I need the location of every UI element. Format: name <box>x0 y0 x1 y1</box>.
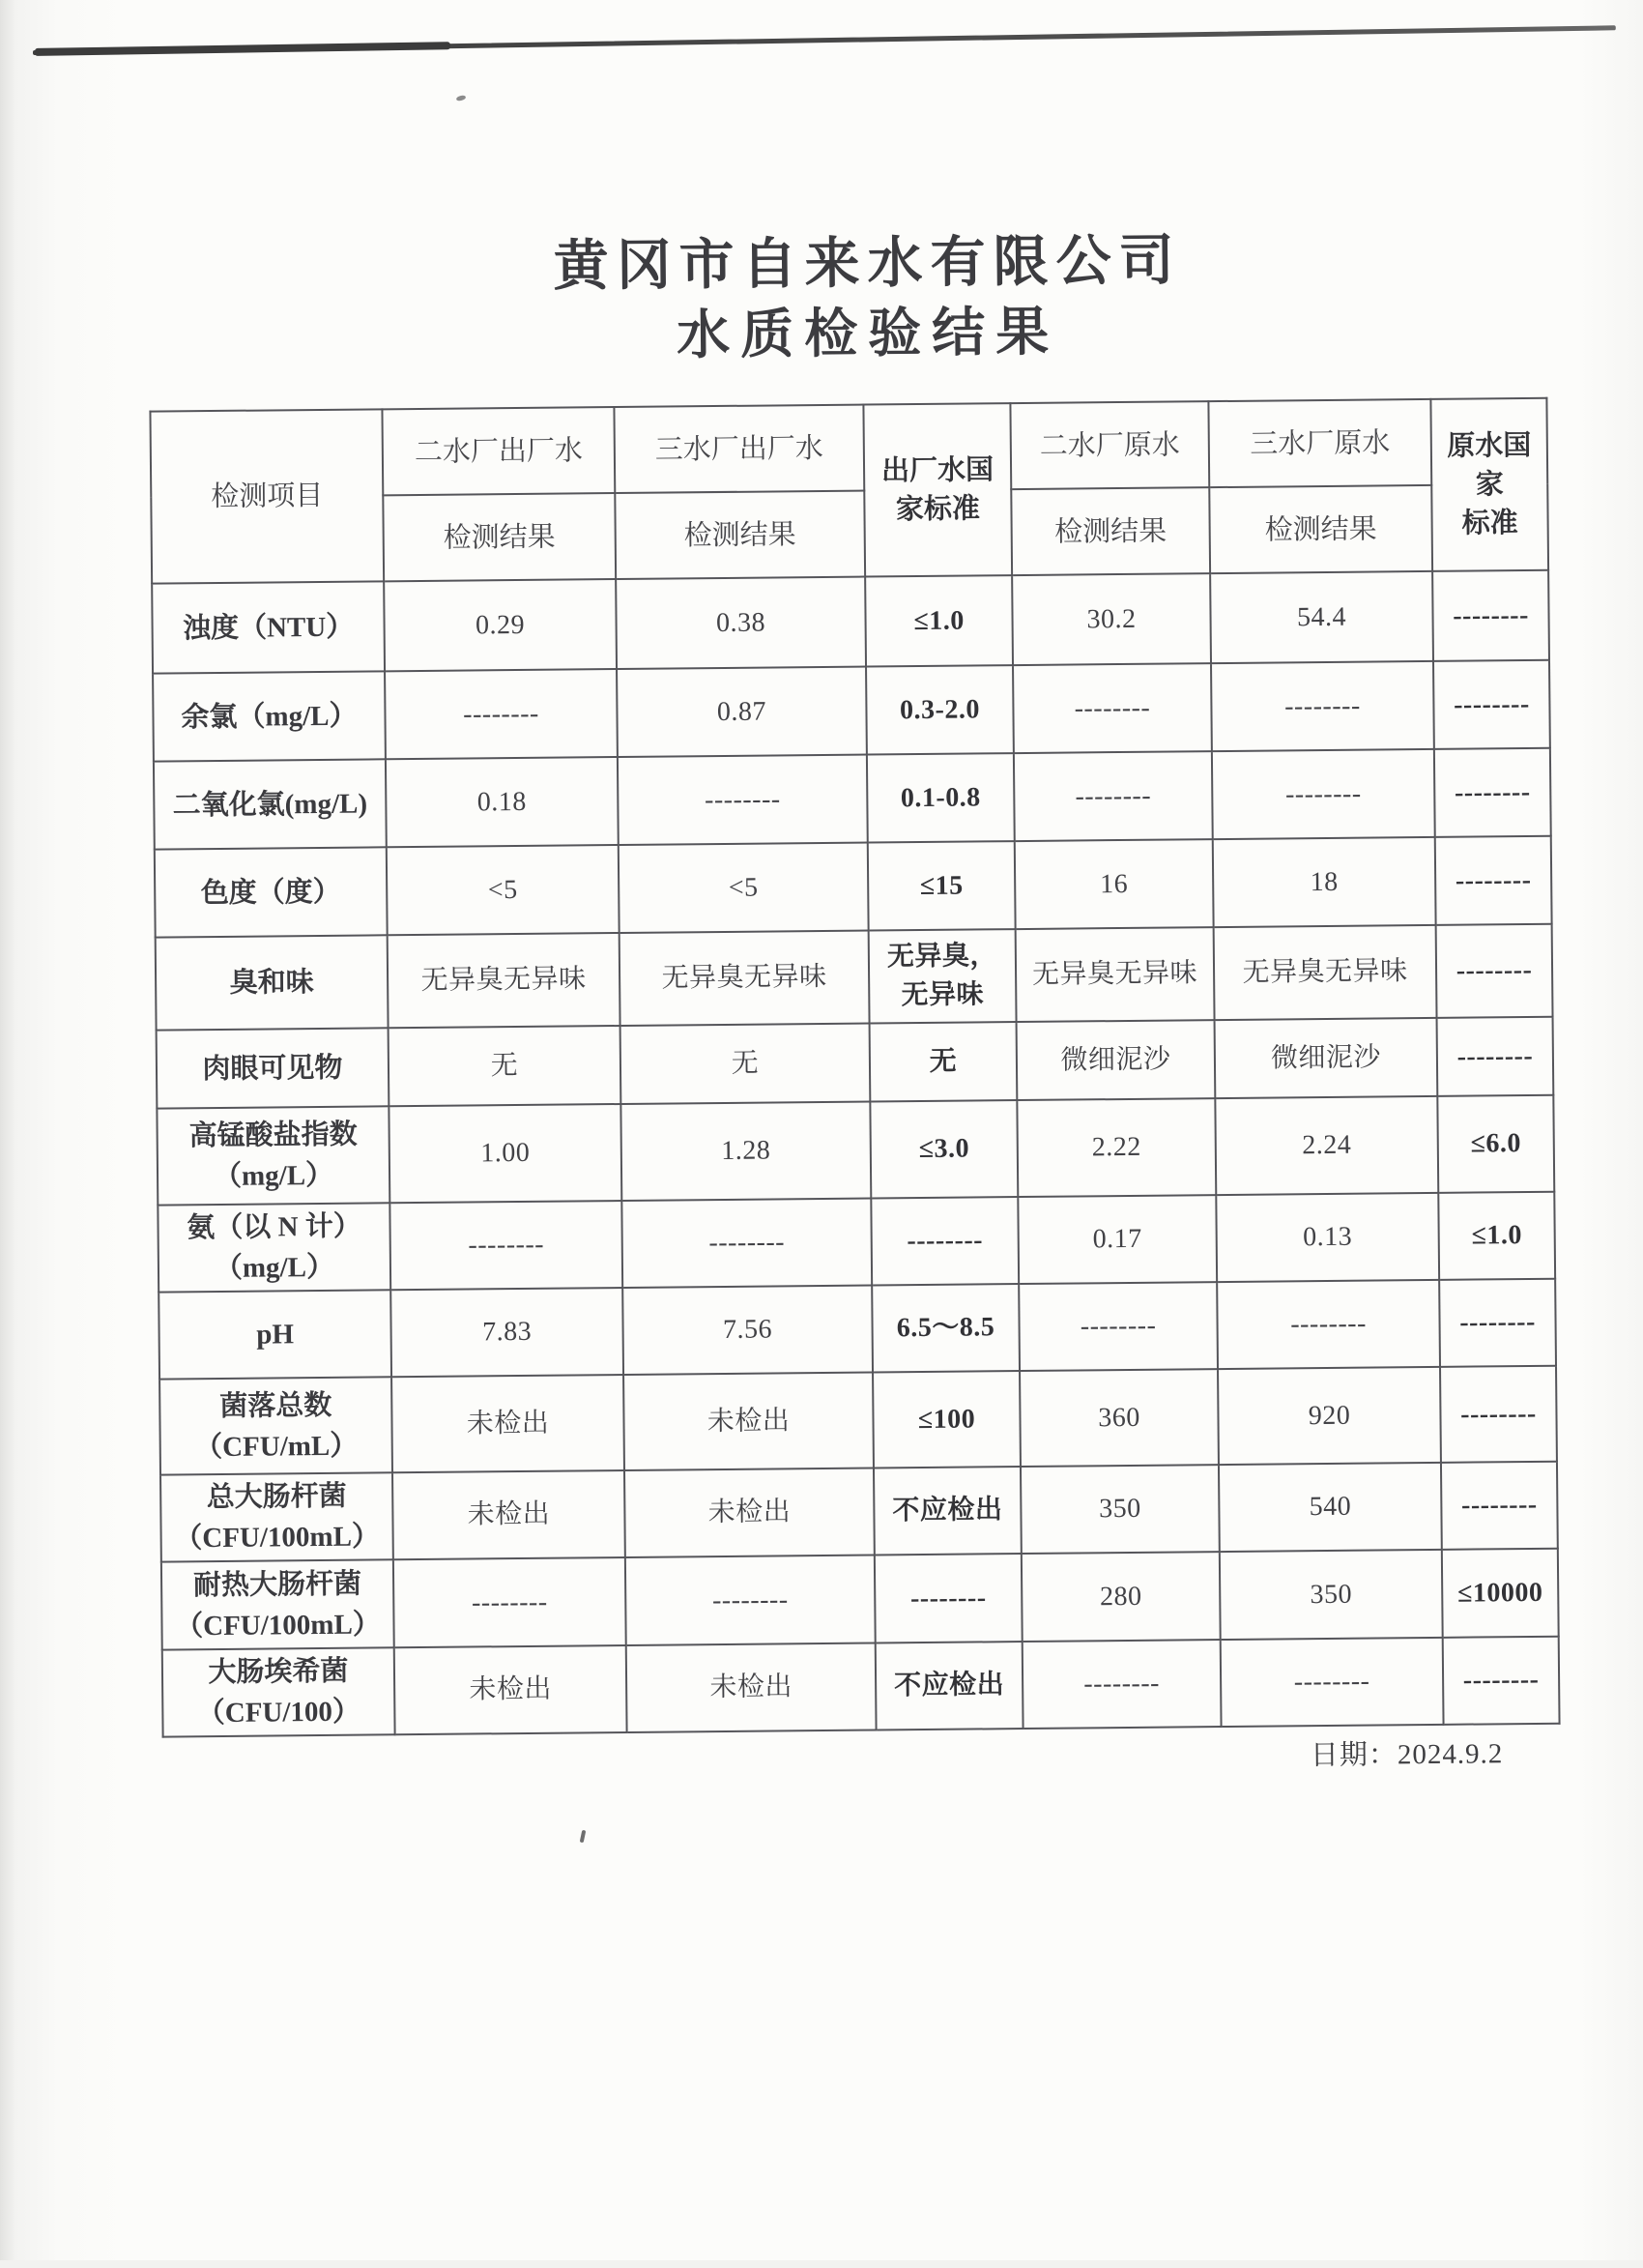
table-cell: -------- <box>1014 751 1213 841</box>
row-label: 高锰酸盐指数 （mg/L） <box>157 1106 389 1205</box>
col-header-plant3-finished: 三水厂出厂水 <box>614 405 864 493</box>
table-cell: 540 <box>1219 1463 1442 1552</box>
table-cell: 280 <box>1022 1552 1221 1642</box>
table-cell: 未检出 <box>394 1645 627 1734</box>
row-label: 色度（度） <box>155 847 388 937</box>
row-label: 菌落总数 （CFU/mL） <box>159 1377 392 1474</box>
table-row <box>152 570 1549 674</box>
table-cell: 16 <box>1015 839 1214 929</box>
table-cell: 30.2 <box>1012 573 1211 665</box>
table-cell: 350 <box>1220 1550 1443 1640</box>
table-cell: -------- <box>625 1556 876 1645</box>
table-cell: 1.28 <box>620 1102 871 1201</box>
table-cell: ≤1.0 <box>1438 1192 1555 1280</box>
table-row <box>157 1017 1554 1109</box>
table-cell: ≤1.0 <box>865 575 1013 666</box>
table-cell: ≤100 <box>873 1371 1021 1468</box>
document-title <box>169 221 1567 374</box>
table-cell: 不应检出 <box>874 1467 1022 1555</box>
table-cell: 18 <box>1213 837 1436 927</box>
table-cell: 不应检出 <box>876 1642 1023 1730</box>
table-cell: 无异臭无异味 <box>1016 927 1215 1022</box>
table-cell: -------- <box>1435 836 1552 925</box>
table-cell: -------- <box>1441 1462 1558 1550</box>
table-cell: -------- <box>1433 660 1550 749</box>
table-cell: 0.18 <box>386 757 619 847</box>
col-subheader-result: 检测结果 <box>1011 487 1210 575</box>
table-cell: 0.87 <box>617 667 867 757</box>
row-label: 浊度（NTU） <box>152 581 385 673</box>
table-row <box>157 1095 1554 1206</box>
table-cell: 360 <box>1020 1369 1219 1467</box>
table-cell: 未检出 <box>626 1643 877 1731</box>
table-cell: 无异臭无异味 <box>1214 925 1437 1020</box>
col-header-finished-standard: 出厂水国 家标准 <box>863 403 1012 576</box>
table-cell: 未检出 <box>623 1373 874 1470</box>
row-label: 二氧化氯(mg/L) <box>154 759 387 849</box>
table-cell: -------- <box>1432 570 1549 661</box>
table-cell: -------- <box>1023 1640 1222 1729</box>
table-cell: 未检出 <box>391 1375 624 1472</box>
table-cell: 54.4 <box>1210 571 1433 663</box>
row-label: pH <box>159 1290 391 1379</box>
date-label: 日期：2024.9.2 <box>1310 1738 1504 1772</box>
row-label: 余氯（mg/L） <box>153 671 386 761</box>
table-row <box>162 1637 1560 1737</box>
table-cell: -------- <box>618 755 868 845</box>
table-cell: 350 <box>1021 1465 1220 1554</box>
row-label: 臭和味 <box>156 935 389 1030</box>
table-cell: 920 <box>1218 1367 1441 1465</box>
table-cell: -------- <box>1211 661 1434 751</box>
table-row <box>159 1279 1556 1380</box>
table-cell: -------- <box>1440 1366 1557 1463</box>
page-title: 黄冈市自来水有限公司 <box>553 229 1182 298</box>
table-cell: -------- <box>1212 749 1435 839</box>
col-subheader-result: 检测结果 <box>383 493 616 581</box>
table-cell: -------- <box>1019 1282 1218 1371</box>
table-cell: 微细泥沙 <box>1017 1020 1216 1100</box>
table-cell: ≤3.0 <box>870 1100 1018 1198</box>
col-header-raw-standard: 原水国家 标准 <box>1430 398 1548 571</box>
table-cell: 0.38 <box>616 577 866 669</box>
col-header-plant2-finished: 二水厂出厂水 <box>382 407 615 495</box>
header-row-plants <box>150 398 1547 498</box>
table-cell: ≤6.0 <box>1437 1095 1554 1193</box>
col-header-plant2-raw: 二水厂原水 <box>1010 401 1209 489</box>
table-cell: -------- <box>1434 748 1551 837</box>
table-cell: 微细泥沙 <box>1215 1018 1438 1098</box>
col-subheader-result: 检测结果 <box>1209 485 1432 573</box>
col-header-item: 检测项目 <box>150 409 384 583</box>
table-cell: 6.5～8.5 <box>872 1284 1020 1372</box>
table-cell: 无异臭无异味 <box>620 931 870 1026</box>
table-cell: -------- <box>875 1554 1023 1643</box>
table-cell: ≤10000 <box>1442 1549 1559 1638</box>
table-cell: -------- <box>393 1557 626 1647</box>
row-label: 肉眼可见物 <box>157 1028 389 1108</box>
table-cell: 无 <box>389 1026 621 1106</box>
table-cell: ≤15 <box>868 841 1016 930</box>
table-cell: 1.00 <box>389 1104 621 1203</box>
table-cell: -------- <box>1217 1280 1440 1369</box>
table-cell: 未检出 <box>392 1470 625 1559</box>
table-cell: 无异臭无异味 <box>388 933 620 1028</box>
table-cell: <5 <box>387 845 620 935</box>
table-cell: 无异臭，无异味 <box>869 929 1017 1023</box>
table-cell: -------- <box>1436 924 1553 1018</box>
table-row <box>159 1366 1557 1475</box>
table-cell: 7.56 <box>622 1286 873 1375</box>
table-cell: 无 <box>870 1022 1018 1101</box>
row-label: 总大肠杆菌 （CFU/100mL） <box>160 1472 393 1561</box>
page-subtitle: 水质检验结果 <box>676 301 1060 365</box>
table-cell: 0.1-0.8 <box>867 753 1015 842</box>
row-label: 氨（以 N 计） （mg/L） <box>158 1203 390 1292</box>
table-cell: -------- <box>871 1197 1019 1285</box>
table-cell: 2.24 <box>1215 1096 1438 1195</box>
table-cell: -------- <box>1013 663 1212 753</box>
table-cell: -------- <box>1437 1017 1554 1096</box>
table-cell: 0.17 <box>1018 1195 1217 1284</box>
table-row <box>154 748 1551 850</box>
table-cell: 0.29 <box>384 579 617 671</box>
table-row <box>155 836 1552 938</box>
row-label: 耐热大肠杆菌 （CFU/100mL） <box>161 1559 394 1649</box>
table-cell: -------- <box>621 1199 872 1288</box>
table-cell: 2.22 <box>1017 1098 1216 1197</box>
table-row <box>160 1462 1558 1562</box>
table-cell: <5 <box>619 843 869 933</box>
table-cell: -------- <box>385 669 618 759</box>
table-cell: -------- <box>389 1201 622 1290</box>
table-cell: 未检出 <box>624 1468 875 1557</box>
table-cell: -------- <box>1221 1638 1444 1727</box>
table-row <box>153 660 1550 762</box>
col-subheader-result: 检测结果 <box>615 491 865 579</box>
table-cell: 0.13 <box>1216 1193 1439 1282</box>
table-cell: -------- <box>1443 1637 1560 1725</box>
water-quality-table <box>149 397 1560 1738</box>
row-label: 大肠埃希菌 （CFU/100） <box>162 1647 395 1736</box>
table-row <box>158 1192 1555 1293</box>
table-cell: 0.3-2.0 <box>866 665 1014 754</box>
table-cell: 无 <box>620 1024 871 1104</box>
table-row <box>156 924 1553 1031</box>
table-cell: -------- <box>1439 1279 1556 1367</box>
table-row <box>161 1549 1559 1650</box>
table-cell: 7.83 <box>390 1288 623 1377</box>
col-header-plant3-raw: 三水厂原水 <box>1208 399 1431 487</box>
